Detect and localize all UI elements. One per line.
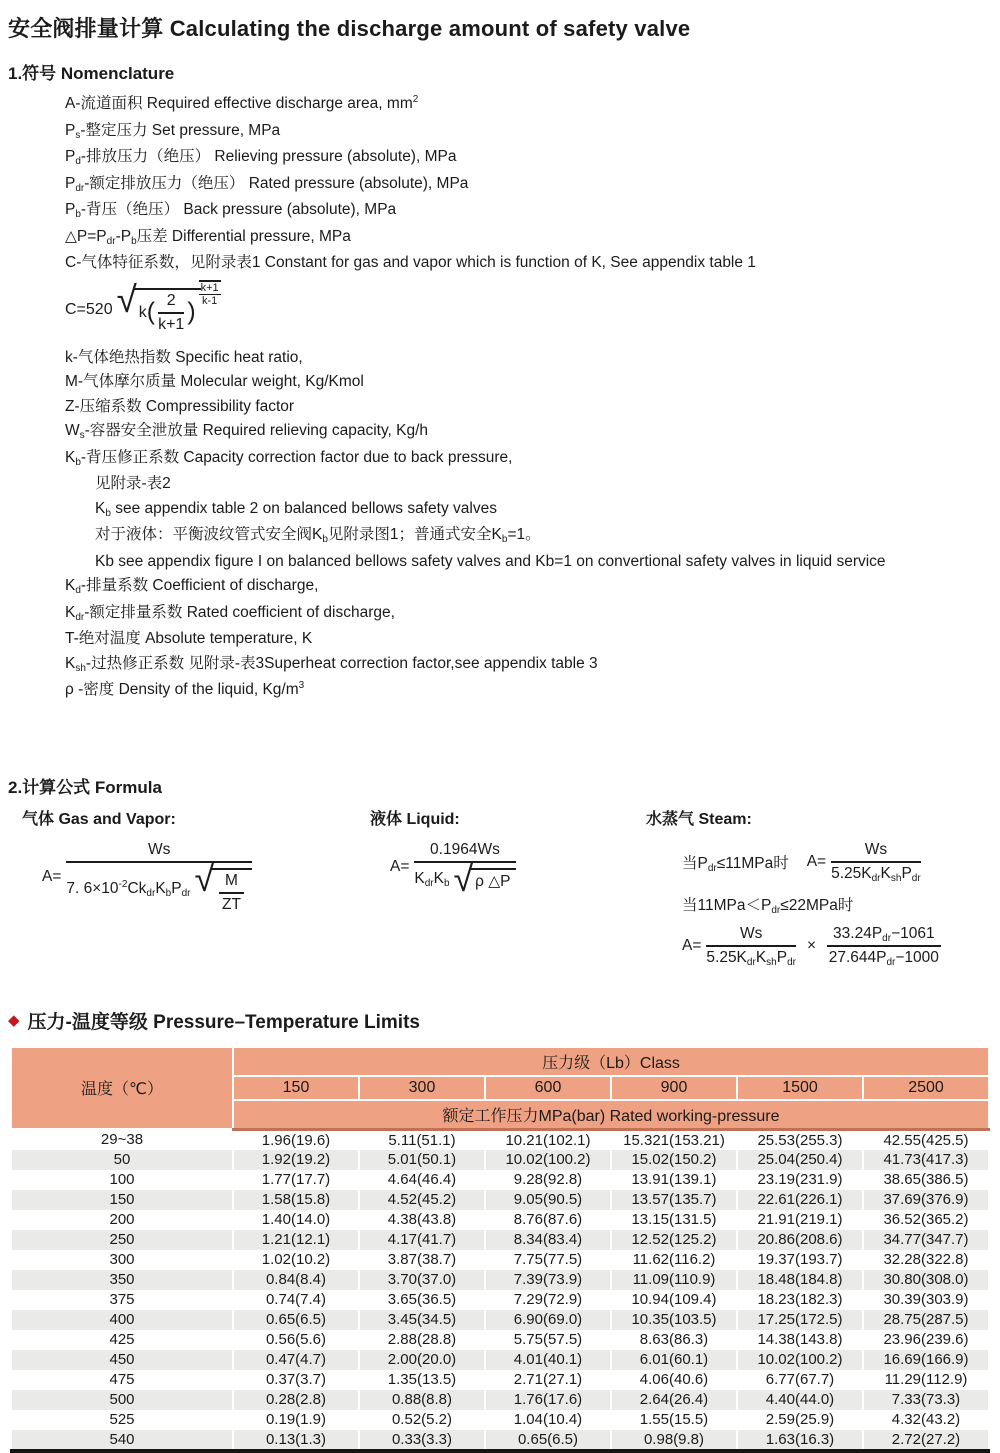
liquid-label: 液体 Liquid: <box>370 810 460 828</box>
pressure-cell: 22.61(226.1) <box>737 1190 863 1210</box>
rated-pressure-subheader: 额定工作压力MPa(bar) Rated working-pressure <box>233 1100 989 1130</box>
pressure-cell: 1.63(16.3) <box>737 1430 863 1451</box>
limits-heading-text: 压力-温度等级 Pressure–Temperature Limits <box>27 1011 420 1033</box>
nomenclature-item: $P_s-$整定压力 Set pressure, MPa <box>65 121 281 141</box>
table-row <box>11 1390 989 1410</box>
pressure-cell: 2.64(26.4) <box>611 1390 737 1410</box>
radical-sign-icon: √ <box>116 279 137 320</box>
pressure-cell: 41.73(417.3) <box>863 1150 989 1170</box>
pressure-cell: 11.09(110.9) <box>611 1270 737 1290</box>
nomenclature-item: T-绝对温度 Absolute temperature, K <box>65 630 313 647</box>
pressure-cell: 2.59(25.9) <box>737 1410 863 1430</box>
nomenclature-item: $K_b-$背压修正系数 Capacity correction factor due to back pressure, <box>65 448 513 468</box>
pressure-cell: 7.33(73.3) <box>863 1390 989 1410</box>
table-row <box>11 1290 989 1310</box>
pressure-cell: 23.19(231.9) <box>737 1170 863 1190</box>
gas-label: 气体 Gas and Vapor: <box>22 810 176 828</box>
limits-section <box>8 1007 992 1453</box>
nomenclature-section <box>8 59 992 705</box>
radical-sign-icon: √ <box>453 858 474 899</box>
pressure-cell: 7.29(72.9) <box>485 1290 611 1310</box>
c-formula-prefix: C=520 <box>65 300 113 318</box>
pressure-cell: 0.13(1.3) <box>233 1430 359 1451</box>
table-row <box>11 1410 989 1430</box>
nomenclature-item: k-气体绝热指数 Specific heat ratio, <box>65 348 303 366</box>
steam-label: 水蒸气 Steam: <box>646 810 752 828</box>
temp-cell: 250 <box>11 1230 233 1250</box>
pressure-cell: 13.57(135.7) <box>611 1190 737 1210</box>
table-row <box>11 1310 989 1330</box>
pressure-cell: 4.40(44.0) <box>737 1390 863 1410</box>
formula-heading: 2.计算公式 Formula <box>8 777 162 797</box>
table-row <box>11 1250 989 1270</box>
pressure-cell: 1.21(12.1) <box>233 1230 359 1250</box>
close-paren: ) <box>187 298 196 326</box>
pressure-cell: 2.00(20.0) <box>359 1350 485 1370</box>
radical <box>116 279 201 334</box>
pressure-cell: 3.65(36.5) <box>359 1290 485 1310</box>
pressure-cell: 42.55(425.5) <box>863 1129 989 1150</box>
pressure-cell: 6.90(69.0) <box>485 1310 611 1330</box>
gas-formula: A= Ws 7. $6\times 10^{-2}Ck_{dr}K_bP_{dr}$ √ $\frac{M}{ZT}$ <box>42 841 370 914</box>
pressure-cell: 0.37(3.7) <box>233 1370 359 1390</box>
pressure-cell: 8.63(86.3) <box>611 1330 737 1350</box>
pressure-cell: 0.19(1.9) <box>233 1410 359 1430</box>
nomenclature-item: $P_b-$背压（绝压） Back pressure (absolute), MPa <box>65 201 397 220</box>
page-title: 安全阀排量计算 Calculating the discharge amount of safety valve <box>8 16 691 41</box>
pressure-cell: 1.77(17.7) <box>233 1170 359 1190</box>
pressure-cell: 18.48(184.8) <box>737 1270 863 1290</box>
temp-cell: 200 <box>11 1210 233 1230</box>
limits-heading <box>8 1007 992 1034</box>
pressure-cell: 23.96(239.6) <box>863 1330 989 1350</box>
steam-condition-2: 当$11MPa<P_{dr}\le 22MPa$时 <box>682 896 854 916</box>
pressure-cell: 32.28(322.8) <box>863 1250 989 1270</box>
temp-cell: 450 <box>11 1350 233 1370</box>
pressure-cell: 1.04(10.4) <box>485 1410 611 1430</box>
table-row <box>11 1350 989 1370</box>
temp-cell: 100 <box>11 1170 233 1190</box>
diamond-bullet-icon: ◆ <box>8 1011 20 1029</box>
pressure-cell: 11.29(112.9) <box>863 1370 989 1390</box>
pressure-cell: 7.39(73.9) <box>485 1270 611 1290</box>
pressure-cell: 0.47(4.7) <box>233 1350 359 1370</box>
pressure-cell: 10.94(109.4) <box>611 1290 737 1310</box>
pressure-cell: 0.52(5.2) <box>359 1410 485 1430</box>
nomenclature-item: $K_b$ see appendix table 2 on balanced bellows safety valves <box>95 499 497 519</box>
class-header-cell: 2500 <box>863 1076 989 1100</box>
table-row <box>11 1190 989 1210</box>
pressure-cell: 4.17(41.7) <box>359 1230 485 1250</box>
pressure-cell: 10.35(103.5) <box>611 1310 737 1330</box>
class-group-header: 压力级（Lb）Class <box>233 1047 989 1076</box>
table-row <box>11 1170 989 1190</box>
pressure-cell: 3.45(34.5) <box>359 1310 485 1330</box>
pressure-cell: 28.75(287.5) <box>863 1310 989 1330</box>
pressure-cell: 1.96(19.6) <box>233 1129 359 1150</box>
nomenclature-item: $P_{dr}-$额定排放压力（绝压） Rated pressure (absolute), MPa <box>65 174 469 194</box>
class-header-cell: 1500 <box>737 1076 863 1100</box>
radical: √ $\frac{M}{ZT}$ <box>194 865 251 914</box>
nomenclature-item: $K_{dr}-$额定排量系数 Rated coefficient of discharge, <box>65 603 395 623</box>
liquid-formula-block <box>370 806 646 977</box>
pressure-cell: 4.64(46.4) <box>359 1170 485 1190</box>
table-row <box>11 1370 989 1390</box>
pressure-cell: 0.98(9.8) <box>611 1430 737 1451</box>
nomenclature-item: C-气体特征系数，见附录表1 Constant for gas and vapor which is function of K, See appendix table 1 <box>65 254 756 271</box>
class-header-cell: 150 <box>233 1076 359 1100</box>
pressure-cell: 5.75(57.5) <box>485 1330 611 1350</box>
liquid-formula: A= 0.1964Ws $K_{dr}K_b$ √ ρ △P <box>390 841 646 894</box>
pressure-cell: 36.52(365.2) <box>863 1210 989 1230</box>
temp-cell: 350 <box>11 1270 233 1290</box>
pressure-cell: 0.65(6.5) <box>233 1310 359 1330</box>
pressure-cell: 25.04(250.4) <box>737 1150 863 1170</box>
pressure-cell: 1.92(19.2) <box>233 1150 359 1170</box>
class-header-cell: 600 <box>485 1076 611 1100</box>
temp-cell: 375 <box>11 1290 233 1310</box>
pressure-cell: 15.321(153.21) <box>611 1129 737 1150</box>
table-row <box>11 1129 989 1150</box>
pressure-cell: 6.01(60.1) <box>611 1350 737 1370</box>
table-header-row <box>11 1047 989 1076</box>
pressure-cell: 5.01(50.1) <box>359 1150 485 1170</box>
pressure-cell: 12.52(125.2) <box>611 1230 737 1250</box>
pressure-cell: 14.38(143.8) <box>737 1330 863 1350</box>
table-row <box>11 1210 989 1230</box>
temp-column-header: 温度（℃） <box>11 1047 233 1130</box>
pressure-cell: 13.15(131.5) <box>611 1210 737 1230</box>
radical-sign-icon: √ <box>194 858 215 899</box>
pressure-cell: 13.91(139.1) <box>611 1170 737 1190</box>
pressure-cell: 10.21(102.1) <box>485 1129 611 1150</box>
pressure-cell: 37.69(376.9) <box>863 1190 989 1210</box>
pressure-cell: 16.69(166.9) <box>863 1350 989 1370</box>
nomenclature-item: Kb see appendix figure I on balanced bellows safety valves and Kb=1 on convertional safety valves in liquid service <box>95 552 886 570</box>
nomenclature-heading: 1.符号 Nomenclature <box>8 64 175 83</box>
pressure-cell: 7.75(77.5) <box>485 1250 611 1270</box>
pressure-cell: 1.76(17.6) <box>485 1390 611 1410</box>
pressure-cell: 38.65(386.5) <box>863 1170 989 1190</box>
pressure-cell: 21.91(219.1) <box>737 1210 863 1230</box>
temp-cell: 400 <box>11 1310 233 1330</box>
nomenclature-item: ρ -密度 Density of the liquid, $Kg/m^3$ <box>65 680 305 698</box>
nomenclature-item: A-流道面积 Required effective discharge area, $mm^2$ <box>65 94 419 112</box>
pressure-cell: 17.25(172.5) <box>737 1310 863 1330</box>
temp-cell: 29~38 <box>11 1129 233 1150</box>
class-header-cell: 900 <box>611 1076 737 1100</box>
nomenclature-item: Z-压缩系数 Compressibility factor <box>65 397 295 415</box>
steam-formula-2: A= $\frac{Ws}{5.25K_{dr}K_{sh}P_{dr}}$ × $\frac{33.24P_{dr}-1061}{27.644P_{dr}-1000}$ <box>682 924 939 968</box>
gas-formula-block <box>22 806 370 977</box>
nomenclature-list <box>8 92 992 276</box>
pressure-cell: 0.65(6.5) <box>485 1430 611 1451</box>
nomenclature-item: $W_s-$容器安全泄放量 Required relieving capacity, Kg/h <box>65 422 429 441</box>
pressure-cell: 4.38(43.8) <box>359 1210 485 1230</box>
pressure-cell: 8.34(83.4) <box>485 1230 611 1250</box>
pressure-cell: 9.28(92.8) <box>485 1170 611 1190</box>
pressure-cell: 18.23(182.3) <box>737 1290 863 1310</box>
pressure-cell: 19.37(193.7) <box>737 1250 863 1270</box>
pressure-cell: 10.02(100.2) <box>485 1150 611 1170</box>
pressure-cell: 0.74(7.4) <box>233 1290 359 1310</box>
pressure-cell: 5.11(51.1) <box>359 1129 485 1150</box>
pressure-cell: 2.72(27.2) <box>863 1430 989 1451</box>
radical: √ ρ △P <box>454 865 516 894</box>
pressure-cell: 0.84(8.4) <box>233 1270 359 1290</box>
temp-cell: 150 <box>11 1190 233 1210</box>
class-header-cell: 300 <box>359 1076 485 1100</box>
pressure-cell: 9.05(90.5) <box>485 1190 611 1210</box>
nomenclature-item: $\triangle P=P_{dr}-P_b$压差 Differential pressure, MPa <box>65 227 351 247</box>
pressure-cell: 30.80(308.0) <box>863 1270 989 1290</box>
nomenclature-item: 对于液体：平衡波纹管式安全阀$K_b$见附录图1；普通式安全$K_b=1$。 <box>95 526 541 545</box>
pressure-cell: 20.86(208.6) <box>737 1230 863 1250</box>
c-constant-formula <box>8 279 992 338</box>
pressure-cell: 25.53(255.3) <box>737 1129 863 1150</box>
formula-section <box>8 773 992 977</box>
temp-cell: 475 <box>11 1370 233 1390</box>
pressure-cell: 4.06(40.6) <box>611 1370 737 1390</box>
pressure-cell: 0.28(2.8) <box>233 1390 359 1410</box>
temp-cell: 425 <box>11 1330 233 1350</box>
pressure-cell: 1.55(15.5) <box>611 1410 737 1430</box>
pressure-cell: 10.02(100.2) <box>737 1350 863 1370</box>
pressure-cell: 1.02(10.2) <box>233 1250 359 1270</box>
steam-formula-1: 当$P_{dr}\le 11MPa$时 A= $\frac{Ws}{5.25K_{dr}K_{sh}P_{dr}}$ <box>682 840 921 884</box>
table-row <box>11 1270 989 1290</box>
pressure-cell: 4.01(40.1) <box>485 1350 611 1370</box>
pressure-cell: 0.56(5.6) <box>233 1330 359 1350</box>
pressure-cell: 1.35(13.5) <box>359 1370 485 1390</box>
temp-cell: 500 <box>11 1390 233 1410</box>
nomenclature-item: 见附录-表2 <box>95 475 171 492</box>
pressure-cell: 0.33(3.3) <box>359 1430 485 1451</box>
multiplication-sign: × <box>806 936 817 954</box>
pressure-cell: 8.76(87.6) <box>485 1210 611 1230</box>
temp-cell: 540 <box>11 1430 233 1451</box>
pressure-cell: 11.62(116.2) <box>611 1250 737 1270</box>
open-paren: ( <box>146 298 156 326</box>
pressure-cell: 3.70(37.0) <box>359 1270 485 1290</box>
pressure-cell: 34.77(347.7) <box>863 1230 989 1250</box>
pressure-cell: 1.40(14.0) <box>233 1210 359 1230</box>
pressure-cell: 15.02(150.2) <box>611 1150 737 1170</box>
pressure-cell: 6.77(67.7) <box>737 1370 863 1390</box>
steam-condition-1: 当$P_{dr}\le 11MPa$时 <box>682 854 789 874</box>
nomenclature-list-continued <box>8 346 992 705</box>
c-exponent-fraction: k+1 k-1 <box>200 282 219 307</box>
pressure-cell: 1.58(15.8) <box>233 1190 359 1210</box>
pressure-cell: 0.88(8.8) <box>359 1390 485 1410</box>
pressure-cell: 2.88(28.8) <box>359 1330 485 1350</box>
pressure-temperature-table <box>10 1046 990 1453</box>
nomenclature-item: $K_d-$排量系数 Coefficient of discharge, <box>65 577 319 596</box>
temp-cell: 50 <box>11 1150 233 1170</box>
table-row <box>11 1230 989 1250</box>
pressure-cell: 3.87(38.7) <box>359 1250 485 1270</box>
table-row <box>11 1150 989 1170</box>
temp-cell: 525 <box>11 1410 233 1430</box>
pressure-cell: 4.52(45.2) <box>359 1190 485 1210</box>
pressure-cell: 30.39(303.9) <box>863 1290 989 1310</box>
table-row <box>11 1430 989 1451</box>
table-row <box>11 1330 989 1350</box>
c-formula-radicand-lead: k <box>138 304 147 322</box>
pressure-cell: 4.32(43.2) <box>863 1410 989 1430</box>
steam-formula-block <box>646 806 992 977</box>
temp-cell: 300 <box>11 1250 233 1270</box>
pressure-cell: 2.71(27.1) <box>485 1370 611 1390</box>
nomenclature-item: $K_{sh}-$过热修正系数 见附录-表3Superheat correction factor,see appendix table 3 <box>65 654 598 674</box>
c-inner-fraction: $\frac{2}{k+1}$ <box>158 292 185 333</box>
nomenclature-item: $P_d-$排放压力（绝压） Relieving pressure (absolute), MPa <box>65 148 457 167</box>
nomenclature-item: M-气体摩尔质量 Molecular weight, Kg/Kmol <box>65 373 364 390</box>
